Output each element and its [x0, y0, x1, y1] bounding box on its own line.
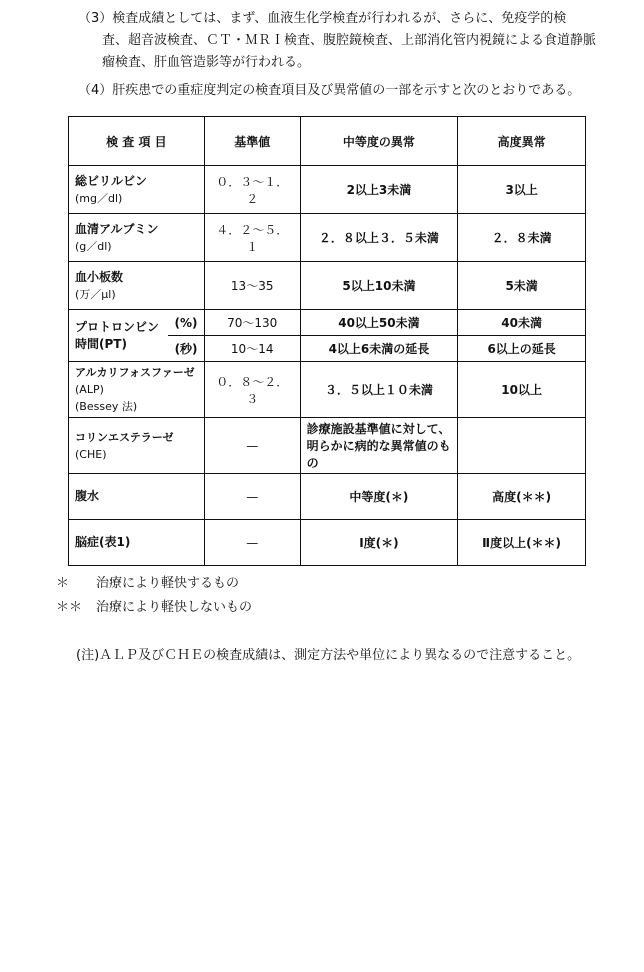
severe-cell: 高度(＊＊)	[458, 474, 586, 520]
row-label-main: 血清アルブミン	[75, 221, 159, 236]
table-row	[69, 520, 586, 566]
row-label-sub: (万／μl)	[75, 287, 116, 301]
paragraph-3-line-2: 査、超音波検査、ＣＴ・ＭＲＩ検査、腹腔鏡検査、上部消化管内視鏡による食道静脈	[102, 33, 597, 48]
row-label-sub: (ALP)	[75, 383, 104, 396]
paragraph-4: （4）肝疾患での重症度判定の検査項目及び異常値の一部を示すと次のとおりである。	[78, 83, 581, 98]
moderate-cell: 40以上50未満	[300, 310, 458, 336]
paragraph-3	[78, 8, 618, 74]
table-row	[69, 166, 586, 214]
moderate-cell: ３．５以上１０未満	[300, 362, 458, 418]
row-label	[69, 214, 205, 262]
note-severe	[56, 596, 252, 615]
moderate-cell: 5以上10未満	[300, 262, 458, 310]
pt-label	[69, 310, 169, 362]
row-label-sub: (CHE)	[75, 447, 107, 461]
moderate-cell: Ⅰ度(＊)	[300, 520, 458, 566]
pt-label-main: プロトロンビン	[75, 319, 160, 334]
severe-cell: 40未満	[458, 310, 586, 336]
standard-cell: 13～35	[204, 262, 300, 310]
row-label: 腹水	[69, 474, 205, 520]
severity-table	[68, 116, 586, 566]
row-label-main: アルカリフォスファーゼ	[75, 366, 195, 379]
severe-cell: 5未満	[458, 262, 586, 310]
standard-cell: —	[204, 474, 300, 520]
row-label-main: 血小板数	[75, 269, 124, 284]
standard-cell: ０．８～２．３	[204, 362, 300, 418]
note-mark: ＊	[56, 576, 70, 591]
moderate-cell: 2以上3未満	[300, 166, 458, 214]
header-severe: 高度異常	[458, 117, 586, 166]
note-text: 治療により軽快するもの	[96, 576, 240, 591]
note-text: 治療により軽快しないもの	[96, 600, 253, 615]
row-label	[69, 362, 205, 418]
row-label-main: 総ビリルビン	[75, 173, 148, 188]
standard-cell: ０．３～１．２	[204, 166, 300, 214]
standard-cell: —	[204, 520, 300, 566]
row-label	[69, 166, 205, 214]
standard-cell: 70～130	[204, 310, 300, 336]
table-row	[69, 262, 586, 310]
row-label-sub: (g／dl)	[75, 239, 112, 253]
note-mark: ＊＊	[56, 600, 83, 615]
moderate-cell: 診療施設基準値に対して、明らかに病的な異常値のもの	[300, 418, 458, 474]
standard-cell: 10～14	[204, 336, 300, 362]
paragraph-3-number: （3）	[78, 11, 113, 26]
note-mild	[56, 572, 239, 591]
pt-unit-seconds: (秒)	[168, 336, 204, 362]
severe-cell: Ⅱ度以上(＊＊)	[458, 520, 586, 566]
row-label	[69, 418, 205, 474]
row-label-sub-2: (Bessey 法)	[75, 400, 138, 413]
table-header-row	[69, 117, 586, 166]
row-label-main: コリンエステラーゼ	[75, 430, 174, 444]
table-row	[69, 474, 586, 520]
severe-cell: 10以上	[458, 362, 586, 418]
table-row	[69, 310, 586, 336]
severe-cell	[458, 418, 586, 474]
severe-cell: ２．８未満	[458, 214, 586, 262]
standard-cell: ４．２～５．１	[204, 214, 300, 262]
row-label-sub: (mg／dl)	[75, 191, 123, 205]
severe-cell: 3以上	[458, 166, 586, 214]
moderate-cell: 中等度(＊)	[300, 474, 458, 520]
standard-cell: —	[204, 418, 300, 474]
moderate-cell: ２．８以上３．５未満	[300, 214, 458, 262]
row-label	[69, 262, 205, 310]
header-standard: 基準値	[204, 117, 300, 166]
paragraph-3-line-1-text: 検査成績としては、まず、血液生化学検査が行われるが、さらに、免疫学的検	[112, 11, 567, 26]
table-row	[69, 418, 586, 474]
table-row	[69, 362, 586, 418]
moderate-cell: 4以上6未満の延長	[300, 336, 458, 362]
header-item: 検 査 項 目	[69, 117, 205, 166]
paragraph-3-line-3: 瘤検査、肝血管造影等が行われる。	[102, 55, 311, 70]
footnote: (注)ＡＬＰ及びＣＨＥの検査成績は、測定方法や単位により異なるので注意すること。	[76, 648, 581, 663]
severe-cell: 6以上の延長	[458, 336, 586, 362]
table-row	[69, 214, 586, 262]
pt-unit-percent: (%)	[168, 310, 204, 336]
row-label: 脳症(表1)	[69, 520, 205, 566]
header-moderate: 中等度の異常	[300, 117, 458, 166]
paragraph-3-line-1	[78, 8, 618, 30]
pt-label-sub: 時間(PT)	[75, 336, 127, 351]
